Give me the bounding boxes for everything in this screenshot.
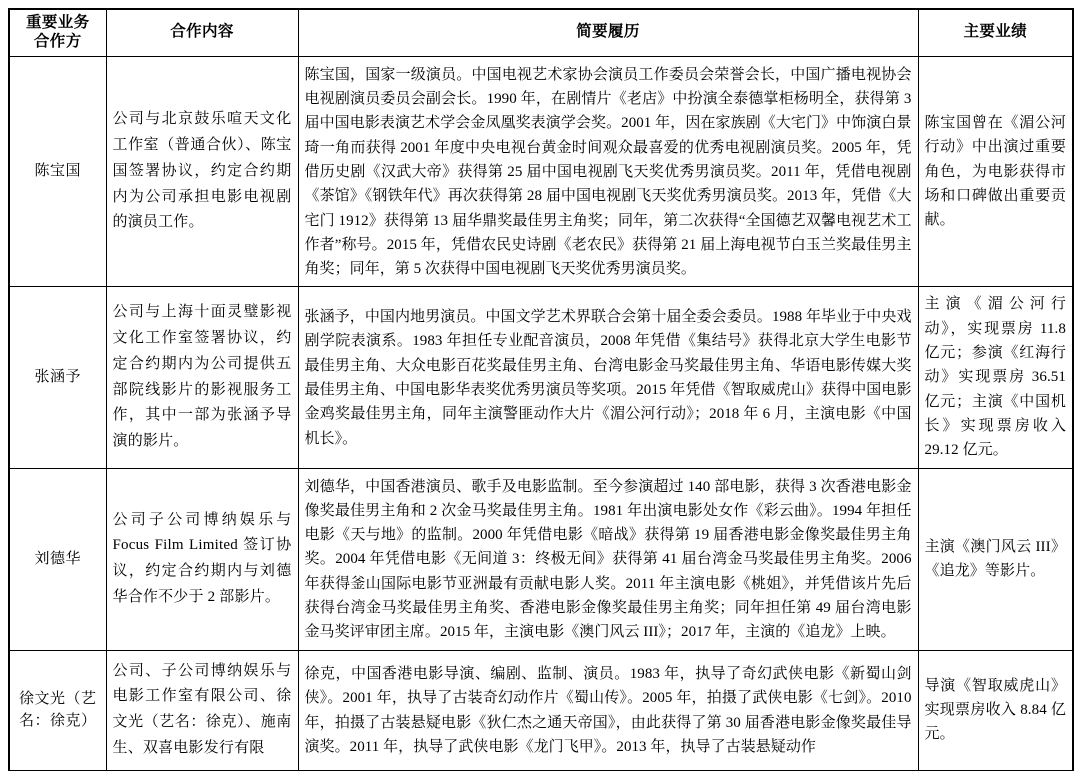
table-body <box>9 56 1073 770</box>
cell-performance: 主演《湄公河行动》，实现票房 11.8 亿元；参演《红海行动》实现票房 36.51 亿元；主演《中国机长》实现票房收入 29.12 亿元。 <box>918 287 1073 468</box>
cell-resume: 陈宝国，国家一级演员。中国电视艺术家协会演员工作委员会荣誉会长，中国广播电视协会电视剧演员委员会副会长。1990 年，在剧情片《老店》中扮演全泰德掌柜杨明全，获得第 3 届中国电影表演艺术学会金凤凰奖表演学会奖。2001 年，因在家族剧《大宅门》中饰演白景琦一角而获得 2001 年度中央电视台黄金时间观众最喜爱的优秀电视剧演员奖。2005 年，凭借历史剧《汉武大帝》获得第 25 届中国电视剧飞天奖优秀男演员奖。2011 年，凭借电视剧《茶馆》《钢铁年代》再次获得第 28 届中国电视剧飞天奖优秀男演员奖。2013 年，凭借《大宅门 1912》获得第 13 届华鼎奖最佳男主角奖；同年，第二次获得“全国德艺双馨电视艺术工作者”称号。2015 年，凭借农民史诗剧《老农民》获得第 21 届上海电视节白玉兰奖最佳男主角奖；同年，第 5 次获得中国电视剧飞天奖优秀男演员奖。 <box>298 56 918 287</box>
table-header <box>9 9 1073 56</box>
column-header-party <box>9 9 106 56</box>
cell-content: 公司、子公司博纳娱乐与电影工作室有限公司、徐文光（艺名：徐克）、施南生、双喜电影发行有限 <box>106 650 298 770</box>
cell-content: 公司与上海十面灵璧影视文化工作室签署协议，约定合约期内为公司提供五部院线影片的影视服务工作，其中一部为张涵予导演的影片。 <box>106 287 298 468</box>
column-header-resume: 简要履历 <box>298 9 918 56</box>
table-row <box>9 56 1073 287</box>
cell-performance: 导演《智取威虎山》实现票房收入 8.84 亿元。 <box>918 650 1073 770</box>
table-row <box>9 650 1073 770</box>
table-row <box>9 287 1073 468</box>
cell-party: 徐文光（艺名：徐克） <box>9 650 106 770</box>
cell-party: 张涵予 <box>9 287 106 468</box>
cell-party: 陈宝国 <box>9 56 106 287</box>
cell-performance: 陈宝国曾在《湄公河行动》中出演过重要角色，为电影获得市场和口碑做出重要贡献。 <box>918 56 1073 287</box>
table-header-row <box>9 9 1073 56</box>
column-header-party-line1: 重要业务 <box>25 14 90 31</box>
cell-performance: 主演《澳门风云 III》《追龙》等影片。 <box>918 468 1073 650</box>
cell-content: 公司与北京鼓乐喧天文化工作室（普通合伙）、陈宝国签署协议，约定合约期内为公司承担电影电视剧的演员工作。 <box>106 56 298 287</box>
cell-party: 刘德华 <box>9 468 106 650</box>
column-header-party-line2: 合作方 <box>33 32 82 50</box>
column-header-performance: 主要业绩 <box>918 9 1073 56</box>
business-partners-table <box>8 8 1074 771</box>
cell-content: 公司子公司博纳娱乐与 Focus Film Limited 签订协议，约定合约期内与刘德华合作不少于 2 部影片。 <box>106 468 298 650</box>
table-row <box>9 468 1073 650</box>
cell-resume: 刘德华，中国香港演员、歌手及电影监制。至今参演超过 140 部电影，获得 3 次香港电影金像奖最佳男主角和 2 次金马奖最佳男主角。1981 年出演电影处女作《彩云曲》。1994 年担任电影《天与地》的监制。2000 年凭借电影《暗战》获得第 19 届香港电影金像奖最佳男主角奖。2004 年凭借电影《无间道 3：终极无间》获得第 41 届台湾金马奖最佳男主角奖。2006 年获得釜山国际电影节亚洲最有贡献电影人奖。2011 年主演电影《桃姐》，并凭借该片先后获得台湾金马奖最佳男主角奖、香港电影金像奖最佳男主角奖；同年担任第 49 届台湾电影金马奖评审团主席。2015 年，主演电影《澳门风云 III》；2017 年，主演的《追龙》上映。 <box>298 468 918 650</box>
column-header-content: 合作内容 <box>106 9 298 56</box>
cell-resume: 徐克，中国香港电影导演、编剧、监制、演员。1983 年，执导了奇幻武侠电影《新蜀山剑侠》。2001 年，执导了古装奇幻动作片《蜀山传》。2005 年，拍摄了武侠电影《七剑》。2010 年，拍摄了古装悬疑电影《狄仁杰之通天帝国》，由此获得了第 30 届香港电影金像奖最佳导演奖。2011 年，执导了武侠电影《龙门飞甲》。2013 年，执导了古装悬疑动作 <box>298 650 918 770</box>
cell-resume: 张涵予，中国内地男演员。中国文学艺术界联合会第十届全委会委员。1988 年毕业于中央戏剧学院表演系。1983 年担任专业配音演员，2008 年凭借《集结号》获得北京大学生电影节最佳男主角、大众电影百花奖最佳男主角、台湾电影金马奖最佳男主角、华语电影传媒大奖最佳男主角、中国电影华表奖优秀男演员等奖项。2015 年凭借《智取威虎山》获得中国电影金鸡奖最佳男主角，同年主演警匪动作大片《湄公河行动》；2018 年 6 月，主演电影《中国机长》。 <box>298 287 918 468</box>
